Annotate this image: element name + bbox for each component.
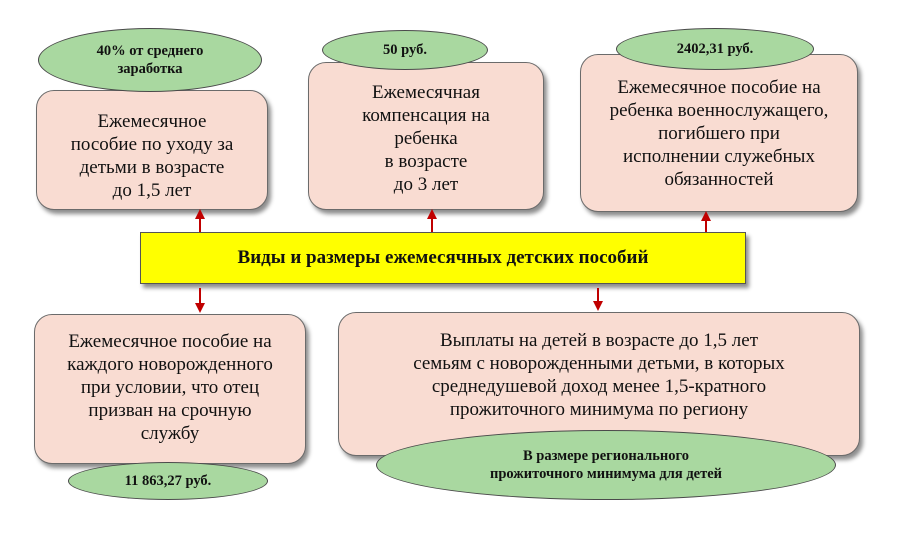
box-low-income-payments-text: Выплаты на детей в возрасте до 1,5 лет семьям с новорожденными детьми, в которых среднедушевой доход менее 1,5-кратного прожиточного минимума по региону (413, 330, 785, 420)
oval-childcare-allowance-amount-text: 40% от среднего заработка (96, 43, 204, 77)
oval-compensation-amount-text: 50 руб. (383, 42, 427, 58)
box-newborn-allowance-text: Ежемесячное пособие на каждого новорожденного при условии, что отец призван на срочную службу (67, 330, 273, 444)
oval-newborn-allowance-amount-text: 11 863,27 руб. (124, 473, 212, 489)
oval-low-income-payments-amount-text: В размере регионального прожиточного минимума для детей (489, 448, 722, 482)
box-childcare-allowance-text: Ежемесячное пособие по уходу за детьми в возрасте до 1,5 лет (70, 111, 234, 201)
oval-military-allowance-amount-text: 2402,31 руб. (676, 41, 754, 57)
box-compensation-text: Ежемесячная компенсация на ребенка в возрасте до 3 лет (362, 81, 490, 195)
box-military-allowance-text: Ежемесячное пособие на ребенка военнослужащего, погибшего при исполнении служебных обязанностей (609, 76, 829, 190)
diagram-title-text: Виды и размеры ежемесячных детских пособий (237, 247, 649, 268)
